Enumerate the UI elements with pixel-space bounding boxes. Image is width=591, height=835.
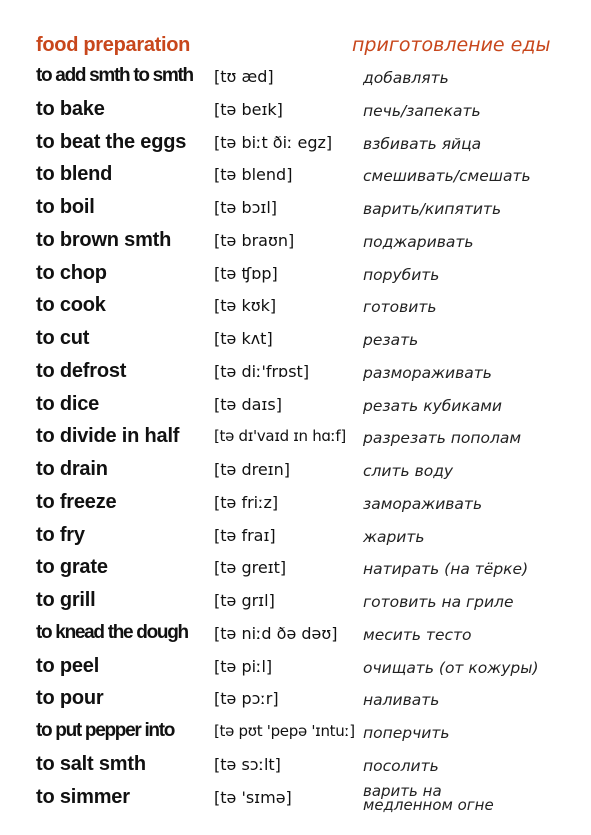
russian-translation: порубить (363, 265, 440, 284)
list-item (36, 456, 576, 489)
russian-translation: поджаривать (363, 232, 474, 251)
transcription: [tə kʊk] (214, 296, 277, 316)
list-item (36, 63, 576, 96)
russian-translation: наливать (363, 691, 440, 710)
transcription: [tə friːz] (214, 492, 279, 512)
transcription: [tə braʊn] (214, 230, 295, 250)
english-phrase: to cook (36, 294, 106, 317)
transcription: [tə beɪk] (214, 99, 283, 119)
english-phrase: to simmer (36, 785, 130, 808)
english-phrase: to add smth to smth (36, 65, 193, 86)
russian-translation: варить на медленном огне (363, 781, 494, 814)
transcription: [tə diː'frɒst] (214, 361, 310, 381)
transcription: [tə daɪs] (214, 394, 282, 414)
list-item (36, 358, 576, 391)
english-phrase: to peel (36, 654, 100, 677)
list-item (36, 554, 576, 587)
list-item (36, 718, 576, 751)
list-item (36, 781, 576, 817)
list-item (36, 522, 576, 555)
transcription: [tə niːd ðə dəʊ] (214, 623, 338, 643)
list-item (36, 489, 576, 522)
list-item (36, 423, 576, 456)
russian-translation: резать кубиками (363, 396, 503, 415)
russian-translation: натирать (на тёрке) (363, 560, 529, 579)
english-phrase: to boil (36, 196, 95, 218)
transcription: [tə sɔːlt] (214, 754, 281, 774)
russian-translation: смешивать/смешать (363, 167, 531, 186)
list-item (36, 292, 576, 325)
russian-translation: взбивать яйца (363, 134, 482, 153)
english-phrase: to salt smth (36, 752, 146, 775)
transcription: [tə piːl] (214, 656, 273, 676)
transcription: [tə fraɪ] (214, 525, 276, 545)
russian-translation: размораживать (363, 363, 492, 382)
transcription: [tə pɔːr] (214, 689, 279, 709)
list-item (36, 260, 576, 293)
russian-translation: посолить (363, 756, 439, 775)
transcription: [tə blend] (214, 165, 293, 185)
russian-translation: жарить (363, 527, 425, 546)
list-item (36, 129, 576, 162)
russian-translation: разрезать пополам (363, 429, 522, 448)
russian-translation: добавлять (363, 69, 449, 87)
english-phrase: to cut (36, 327, 90, 349)
transcription: [tə ʧɒp] (214, 263, 278, 283)
transcription: [tə dreɪn] (214, 460, 290, 479)
russian-translation: замораживать (363, 494, 483, 513)
vocabulary-list (36, 63, 576, 816)
transcription: [tə bɔɪl] (214, 198, 278, 217)
list-item (36, 751, 576, 784)
transcription: [tʊ æd] (214, 67, 274, 86)
english-phrase: to blend (36, 163, 113, 186)
list-item (36, 653, 576, 686)
english-phrase: to chop (36, 261, 107, 284)
english-phrase: to freeze (36, 490, 117, 513)
english-heading: food preparation (36, 34, 191, 56)
list-item (36, 96, 576, 129)
russian-translation: готовить (363, 298, 437, 317)
russian-translation: резать (363, 331, 419, 349)
russian-translation: очищать (от кожуры) (363, 658, 539, 677)
transcription: [tə 'sɪmə] (214, 787, 292, 807)
transcription: [tə greɪt] (214, 558, 287, 578)
english-phrase: to drain (36, 458, 108, 480)
list-item (36, 620, 576, 653)
russian-heading: приготовление еды (352, 34, 551, 56)
english-phrase: to grate (36, 556, 108, 579)
russian-translation: поперчить (363, 724, 450, 742)
english-phrase: to pour (36, 687, 104, 710)
english-phrase: to brown smth (36, 228, 172, 251)
list-item (36, 685, 576, 718)
transcription: [tə biːt ðiː egz] (214, 132, 333, 152)
list-item (36, 161, 576, 194)
transcription: [tə grɪl] (214, 591, 275, 610)
header (36, 34, 566, 62)
russian-translation: готовить на гриле (363, 593, 514, 611)
russian-translation: слить воду (363, 462, 454, 480)
list-item (36, 391, 576, 424)
english-phrase: to knead the dough (36, 621, 188, 643)
english-phrase: to grill (36, 589, 96, 611)
english-phrase: to divide in half (36, 425, 180, 448)
english-phrase: to bake (36, 97, 105, 120)
transcription: [tə kʌt] (214, 329, 273, 348)
list-item (36, 587, 576, 620)
russian-translation: месить тесто (363, 625, 472, 644)
english-phrase: to put pepper into (36, 720, 175, 741)
russian-translation: печь/запекать (363, 101, 481, 120)
russian-translation: варить/кипятить (363, 200, 502, 218)
transcription: [tə pʊt 'pepə 'ɪntuː] (214, 722, 355, 740)
english-phrase: to beat the eggs (36, 130, 187, 153)
list-item (36, 227, 576, 260)
transcription: [tə dɪ'vaɪd ɪn hɑːf] (214, 427, 346, 446)
english-phrase: to fry (36, 523, 85, 546)
english-phrase: to defrost (36, 359, 127, 382)
list-item (36, 194, 576, 227)
english-phrase: to dice (36, 392, 100, 415)
list-item (36, 325, 576, 358)
